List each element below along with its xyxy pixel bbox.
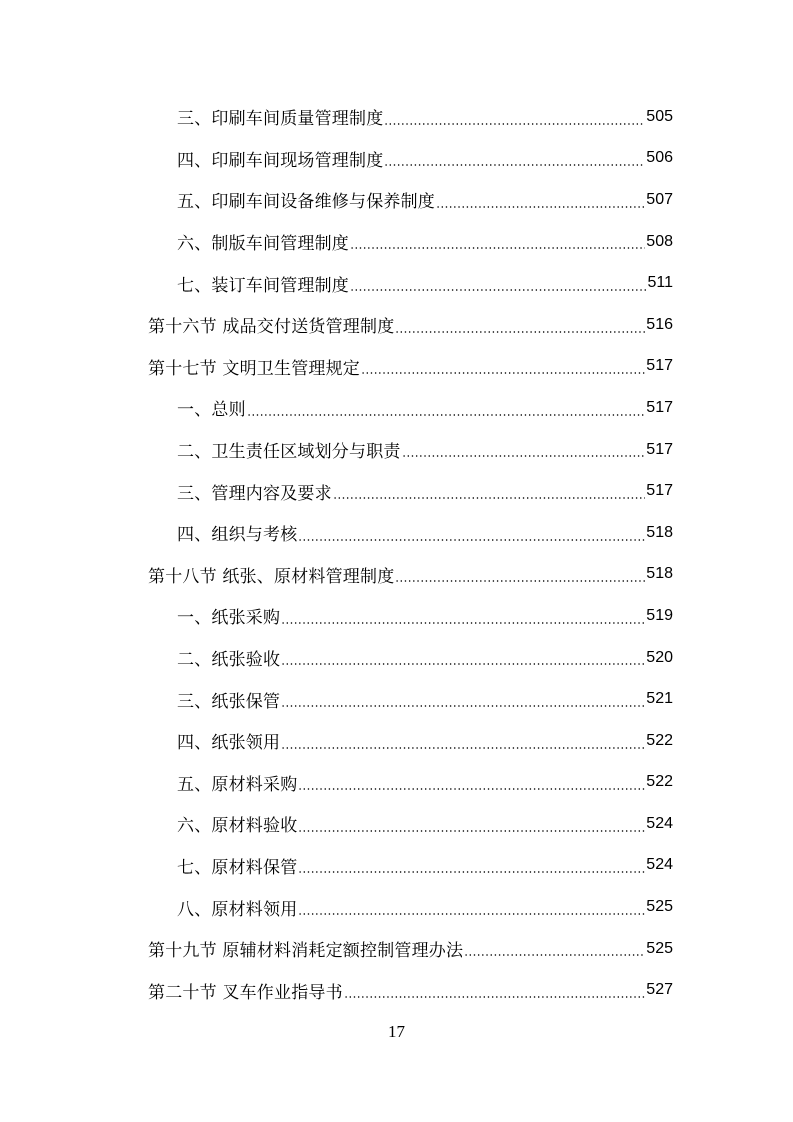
toc-entry[interactable] bbox=[0, 221, 793, 263]
toc-section-page: 517 bbox=[646, 357, 673, 375]
toc-entry[interactable] bbox=[0, 803, 793, 845]
toc-entry[interactable] bbox=[0, 845, 793, 887]
toc-entry-page: 524 bbox=[646, 856, 673, 874]
dot-leader bbox=[350, 247, 645, 249]
toc-section-entry[interactable] bbox=[0, 969, 793, 1011]
dot-leader bbox=[281, 663, 645, 665]
toc-entry[interactable] bbox=[0, 512, 793, 554]
toc-entry-title: 四、纸张领用 bbox=[177, 733, 281, 754]
dot-leader bbox=[384, 164, 645, 166]
dot-leader bbox=[395, 331, 645, 333]
toc-entry[interactable] bbox=[0, 179, 793, 221]
toc-entry-title: 八、原材料领用 bbox=[177, 899, 298, 920]
toc-section-page: 516 bbox=[646, 315, 673, 333]
dot-leader bbox=[384, 123, 645, 125]
toc-entry[interactable] bbox=[0, 720, 793, 762]
page-number: 17 bbox=[388, 1022, 405, 1041]
toc-entry-title: 四、印刷车间现场管理制度 bbox=[177, 150, 384, 171]
toc-entry-page: 522 bbox=[646, 731, 673, 749]
toc-entry[interactable] bbox=[0, 886, 793, 928]
dot-leader bbox=[247, 414, 645, 416]
toc-entry-page: 511 bbox=[647, 274, 673, 292]
dot-leader bbox=[361, 372, 645, 374]
dot-leader bbox=[333, 497, 645, 499]
toc-entry[interactable] bbox=[0, 470, 793, 512]
toc-section-page: 525 bbox=[646, 939, 673, 957]
toc-entry-page: 517 bbox=[646, 482, 673, 500]
toc-section-entry[interactable] bbox=[0, 346, 793, 388]
dot-leader bbox=[298, 539, 645, 541]
toc-entry[interactable] bbox=[0, 637, 793, 679]
toc-entry[interactable] bbox=[0, 262, 793, 304]
toc-entry-page: 517 bbox=[646, 398, 673, 416]
toc-entry-page: 518 bbox=[646, 523, 673, 541]
toc-entry-page: 506 bbox=[646, 149, 673, 167]
toc-section-title: 第十八节 纸张、原材料管理制度 bbox=[148, 566, 395, 587]
toc-section-title: 第十七节 文明卫生管理规定 bbox=[148, 358, 361, 379]
toc-entry-title: 二、卫生责任区域划分与职责 bbox=[177, 442, 401, 463]
toc-section-title: 第二十节 叉车作业指导书 bbox=[148, 982, 343, 1003]
toc-entry-page: 508 bbox=[646, 232, 673, 250]
toc-entry-title: 一、总则 bbox=[177, 400, 246, 421]
toc-entry-page: 517 bbox=[646, 440, 673, 458]
dot-leader bbox=[350, 289, 646, 291]
toc-entry-page: 521 bbox=[646, 690, 673, 708]
dot-leader bbox=[281, 705, 645, 707]
toc-section-page: 518 bbox=[646, 565, 673, 583]
dot-leader bbox=[281, 622, 645, 624]
dot-leader bbox=[298, 871, 645, 873]
toc-entry-title: 三、管理内容及要求 bbox=[177, 483, 332, 504]
toc-entry-page: 520 bbox=[646, 648, 673, 666]
dot-leader bbox=[344, 996, 645, 998]
toc-entry-page: 507 bbox=[646, 190, 673, 208]
dot-leader bbox=[281, 747, 645, 749]
dot-leader bbox=[402, 455, 646, 457]
toc-entry-title: 三、印刷车间质量管理制度 bbox=[177, 109, 384, 130]
toc-entry[interactable] bbox=[0, 96, 793, 138]
dot-leader bbox=[298, 830, 645, 832]
toc-entry[interactable] bbox=[0, 678, 793, 720]
toc-section-page: 527 bbox=[646, 981, 673, 999]
toc-entry-page: 519 bbox=[646, 606, 673, 624]
toc-entry-page: 525 bbox=[646, 898, 673, 916]
toc-entry-title: 三、纸张保管 bbox=[177, 691, 281, 712]
toc-entry-title: 四、组织与考核 bbox=[177, 525, 298, 546]
toc-entry-page: 524 bbox=[646, 814, 673, 832]
toc-section-entry[interactable] bbox=[0, 554, 793, 596]
toc-entry-title: 五、原材料采购 bbox=[177, 774, 298, 795]
toc-entry[interactable] bbox=[0, 595, 793, 637]
dot-leader bbox=[298, 913, 645, 915]
table-of-contents bbox=[0, 96, 793, 1011]
toc-entry-title: 五、印刷车间设备维修与保养制度 bbox=[177, 192, 435, 213]
dot-leader bbox=[395, 580, 645, 582]
dot-leader bbox=[298, 788, 645, 790]
toc-section-title: 第十九节 原辅材料消耗定额控制管理办法 bbox=[148, 941, 464, 962]
toc-entry-title: 七、装订车间管理制度 bbox=[177, 275, 349, 296]
toc-entry[interactable] bbox=[0, 762, 793, 804]
toc-entry-title: 六、制版车间管理制度 bbox=[177, 234, 349, 255]
toc-section-entry[interactable] bbox=[0, 928, 793, 970]
toc-entry-title: 七、原材料保管 bbox=[177, 857, 298, 878]
toc-entry[interactable] bbox=[0, 387, 793, 429]
toc-entry-title: 二、纸张验收 bbox=[177, 650, 281, 671]
dot-leader bbox=[464, 954, 645, 956]
toc-entry-title: 一、纸张采购 bbox=[177, 608, 281, 629]
toc-entry-page: 522 bbox=[646, 773, 673, 791]
toc-section-title: 第十六节 成品交付送货管理制度 bbox=[148, 317, 395, 338]
dot-leader bbox=[436, 206, 645, 208]
toc-entry-title: 六、原材料验收 bbox=[177, 816, 298, 837]
toc-entry-page: 505 bbox=[646, 107, 673, 125]
toc-entry[interactable] bbox=[0, 429, 793, 471]
toc-entry[interactable] bbox=[0, 138, 793, 180]
toc-section-entry[interactable] bbox=[0, 304, 793, 346]
